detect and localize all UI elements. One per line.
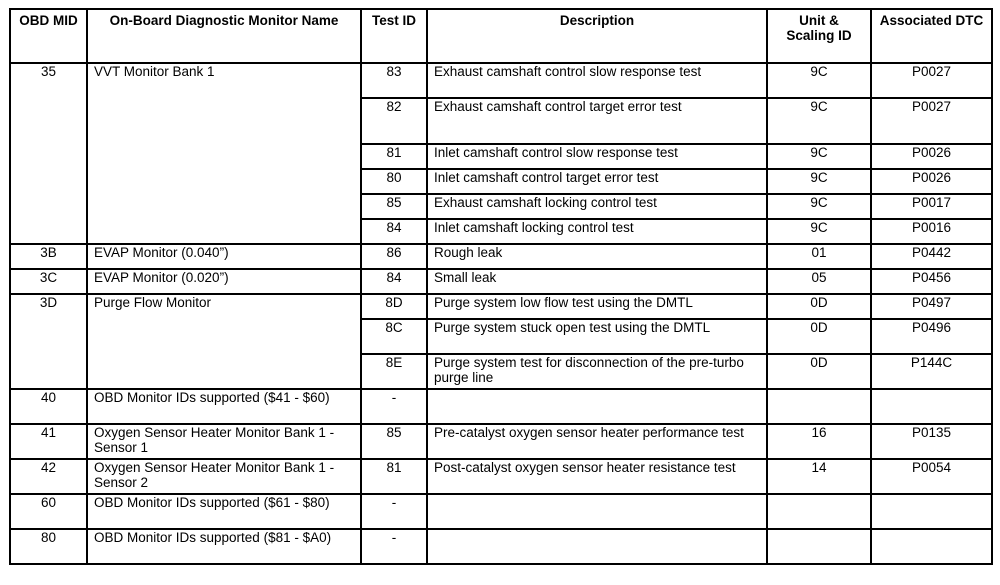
obd-mid-cell: 41 [10,424,87,459]
table-row [10,244,992,269]
header-monitor-name: On-Board Diagnostic Monitor Name [87,9,361,63]
table-row [10,459,992,494]
obd-mid-cell: 3D [10,294,87,389]
monitor-name-cell: OBD Monitor IDs supported ($81 - $A0) [87,529,361,564]
description-cell [427,494,767,529]
test-id-cell: 85 [361,194,427,219]
dtc-cell: P0496 [871,319,992,354]
dtc-cell: P0442 [871,244,992,269]
unit-scaling-cell: 16 [767,424,871,459]
table-row [10,389,992,424]
obd-mid-cell: 42 [10,459,87,494]
description-cell: Exhaust camshaft control target error test [427,98,767,144]
monitor-name-cell: Oxygen Sensor Heater Monitor Bank 1 - Sensor 2 [87,459,361,494]
unit-scaling-cell: 9C [767,219,871,244]
unit-scaling-cell: 0D [767,319,871,354]
dtc-cell: P0054 [871,459,992,494]
header-unit-scaling: Unit & Scaling ID [767,9,871,63]
unit-scaling-cell [767,494,871,529]
monitor-name-cell: EVAP Monitor (0.020”) [87,269,361,294]
unit-scaling-cell: 9C [767,194,871,219]
obd-mid-cell: 60 [10,494,87,529]
description-cell [427,529,767,564]
test-id-cell: 84 [361,269,427,294]
test-id-cell: 82 [361,98,427,144]
table-row [10,63,992,98]
description-cell [427,389,767,424]
dtc-cell: P0027 [871,98,992,144]
description-cell: Post-catalyst oxygen sensor heater resistance test [427,459,767,494]
table-row [10,294,992,319]
test-id-cell: 81 [361,459,427,494]
description-cell: Purge system low flow test using the DMTL [427,294,767,319]
dtc-cell: P0026 [871,169,992,194]
obd-mid-cell: 35 [10,63,87,244]
table-row [10,269,992,294]
table-row [10,424,992,459]
dtc-cell: P0016 [871,219,992,244]
test-id-cell: - [361,529,427,564]
unit-scaling-cell: 9C [767,169,871,194]
unit-scaling-cell: 05 [767,269,871,294]
unit-scaling-cell: 9C [767,144,871,169]
header-row [10,9,992,63]
obd-mid-cell: 40 [10,389,87,424]
description-cell: Inlet camshaft control slow response test [427,144,767,169]
unit-scaling-cell: 01 [767,244,871,269]
monitor-name-cell: OBD Monitor IDs supported ($41 - $60) [87,389,361,424]
dtc-cell [871,389,992,424]
dtc-cell: P144C [871,354,992,389]
obd-monitor-table [9,8,993,565]
table-row [10,494,992,529]
unit-scaling-cell [767,529,871,564]
unit-scaling-cell: 0D [767,354,871,389]
monitor-name-cell: Oxygen Sensor Heater Monitor Bank 1 - Sensor 1 [87,424,361,459]
obd-mid-cell: 80 [10,529,87,564]
description-cell: Purge system test for disconnection of the pre-turbo purge line [427,354,767,389]
header-test-id: Test ID [361,9,427,63]
test-id-cell: 8E [361,354,427,389]
description-cell: Purge system stuck open test using the DMTL [427,319,767,354]
header-associated-dtc: Associated DTC [871,9,992,63]
unit-scaling-cell [767,389,871,424]
unit-scaling-cell: 9C [767,63,871,98]
test-id-cell: - [361,389,427,424]
unit-scaling-cell: 0D [767,294,871,319]
description-cell: Small leak [427,269,767,294]
obd-mid-cell: 3B [10,244,87,269]
description-cell: Inlet camshaft control target error test [427,169,767,194]
dtc-cell [871,494,992,529]
description-cell: Pre-catalyst oxygen sensor heater performance test [427,424,767,459]
description-cell: Inlet camshaft locking control test [427,219,767,244]
unit-scaling-cell: 9C [767,98,871,144]
dtc-cell: P0456 [871,269,992,294]
test-id-cell: 8C [361,319,427,354]
dtc-cell [871,529,992,564]
dtc-cell: P0497 [871,294,992,319]
unit-scaling-cell: 14 [767,459,871,494]
table-row [10,529,992,564]
obd-mid-cell: 3C [10,269,87,294]
test-id-cell: 83 [361,63,427,98]
test-id-cell: - [361,494,427,529]
dtc-cell: P0027 [871,63,992,98]
test-id-cell: 8D [361,294,427,319]
test-id-cell: 85 [361,424,427,459]
monitor-name-cell: Purge Flow Monitor [87,294,361,389]
test-id-cell: 81 [361,144,427,169]
dtc-cell: P0135 [871,424,992,459]
description-cell: Exhaust camshaft locking control test [427,194,767,219]
test-id-cell: 80 [361,169,427,194]
dtc-cell: P0017 [871,194,992,219]
test-id-cell: 86 [361,244,427,269]
test-id-cell: 84 [361,219,427,244]
header-description: Description [427,9,767,63]
monitor-name-cell: EVAP Monitor (0.040”) [87,244,361,269]
dtc-cell: P0026 [871,144,992,169]
description-cell: Rough leak [427,244,767,269]
monitor-name-cell: OBD Monitor IDs supported ($61 - $80) [87,494,361,529]
header-obd-mid: OBD MID [10,9,87,63]
monitor-name-cell: VVT Monitor Bank 1 [87,63,361,244]
description-cell: Exhaust camshaft control slow response test [427,63,767,98]
